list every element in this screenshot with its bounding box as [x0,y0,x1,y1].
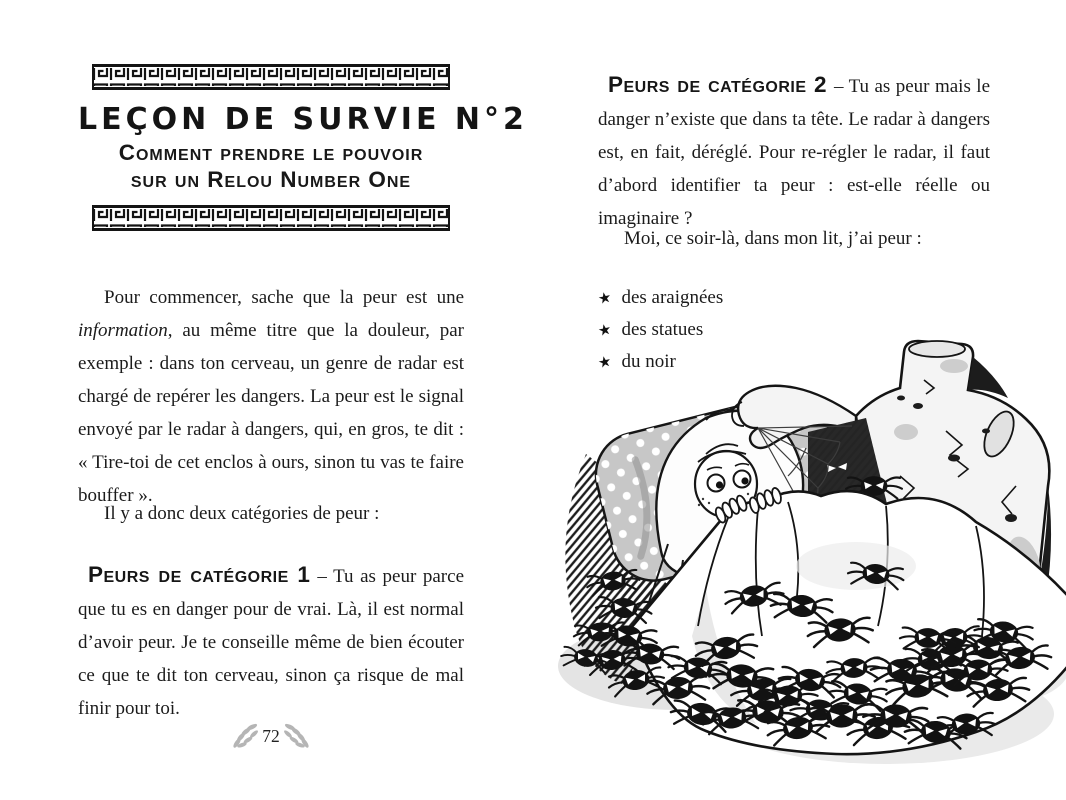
chapter-title: LEÇON DE SURVIE N°2 [78,102,528,137]
category-1-heading: Peurs de catégorie 1 [88,562,311,587]
chapter-header [78,64,528,231]
page-number-ornament [78,722,464,750]
laurel-right-icon [282,722,310,750]
paragraph-intro [78,281,464,512]
paragraph-intro-pre: Pour commencer, sache que la peur est une [104,287,464,308]
greek-key-border-bottom [92,205,450,231]
paragraph-intro-post: , au même titre que la douleur, par exemple : dans ton cerveau, un genre de radar est chargé de repérer les dangers. La peur est le signal envoyé par le radar à dangers, qui, en gros, te dit : « Tire-toi de cet enclos à ours, sinon tu vas te faire bouffer ». [78,320,464,506]
illustration-child-bed-statue-spiders [556,336,1066,800]
star-bullet-icon: ★ [596,351,614,373]
laurel-left-icon [232,722,260,750]
paragraph-intro-italic: information [78,320,168,341]
chapter-subtitle-line1: Comment prendre le pouvoir [118,140,424,165]
paragraph-two-categories: Il y a donc deux catégories de peur : [104,503,380,524]
star-bullet-icon: ★ [596,287,614,309]
category-2-heading: Peurs de catégorie 2 [608,72,827,97]
list-item-label: des araignées [621,287,724,308]
paragraph-category-2 [598,68,990,235]
paragraph-category-1 [78,558,464,725]
left-page [78,0,528,800]
page-number: 72 [262,725,280,746]
list-item-spiders [598,282,723,314]
greek-key-border-top [92,64,450,90]
list-item-label: des statues [621,319,704,340]
chapter-subtitle-line2: sur un Relou Number One [130,167,412,192]
chapter-subtitle [78,139,464,193]
list-item-label: du noir [621,351,676,372]
paragraph-fears-intro: Moi, ce soir-là, dans mon lit, j’ai peur : [624,228,922,249]
star-bullet-icon: ★ [596,319,614,341]
category-1-text: – Tu as peur parce que tu es en danger pour de vrai. Là, il est normal d’avoir peur. Je te conseille même de bien écouter ce que te dit ton cerveau, sinon ça risque de mal finir pour toi. [78,566,464,719]
right-page [598,0,990,800]
category-2-text: – Tu as peur mais le danger n’existe que dans ta tête. Le radar à dangers est, en fait, déréglé. Pour re-régler le radar, il faut d’abord identifier ta peur : est-elle réelle ou imaginaire ? [598,76,990,229]
